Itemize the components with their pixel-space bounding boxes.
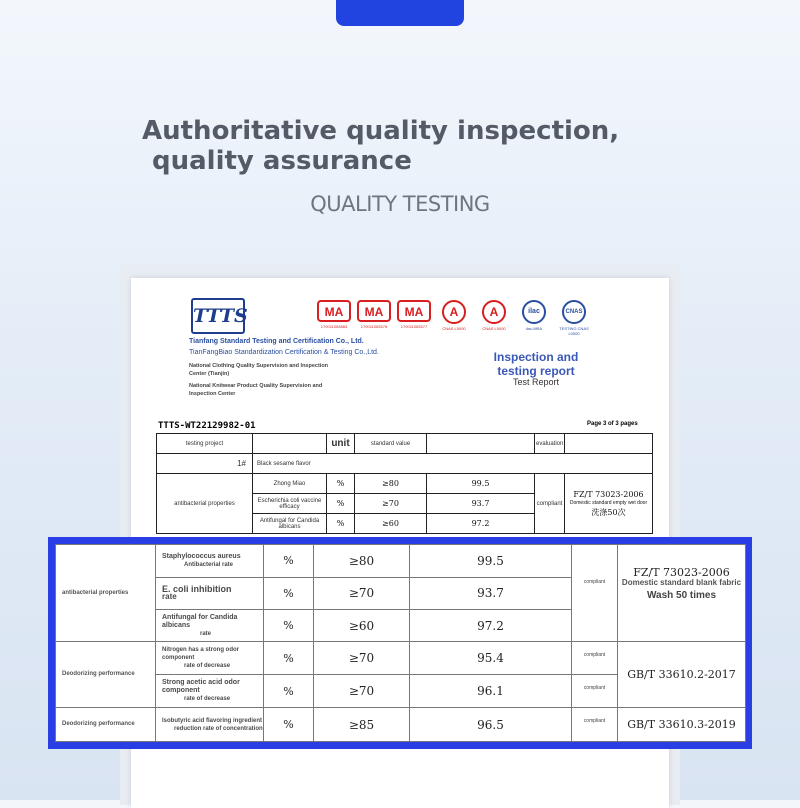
row-standard: ≥70 (355, 494, 427, 514)
row-project: Nitrogen has a strong odor component rate of decrease (156, 642, 264, 675)
report-title-line-2: testing report (497, 364, 575, 378)
report-title (471, 350, 601, 386)
report-number: TTTS-WT22129982-01 (158, 421, 256, 431)
sub-org-2: National Knitwear Product Quality Supervision and Inspection Center (189, 383, 323, 397)
table-row (56, 642, 746, 675)
table-header-row (157, 434, 653, 454)
row-value: 93.7 (427, 494, 535, 514)
org-name-2: TianFangBiao Standardization Certification & Testing Co.,Ltd. (189, 349, 379, 356)
sample-name: Black sesame flavor (253, 454, 653, 474)
evaluation-cell: compliant (535, 474, 565, 534)
row-result: compliant (572, 642, 618, 675)
row-unit: % (327, 494, 355, 514)
row-standard: ≥70 (314, 642, 410, 675)
report-title-line-1: Inspection and (493, 350, 579, 364)
std-wash: Wash 50 times (646, 590, 717, 601)
org-name-1: Tianfang Standard Testing and Certification Co., Ltd. (189, 338, 364, 345)
row-unit: % (264, 642, 314, 675)
top-tab (336, 0, 464, 26)
headline-line-1: Authoritative quality inspection, (142, 116, 620, 146)
row-value: 97.2 (410, 609, 572, 642)
row-standard: ≥70 (314, 577, 410, 609)
cnas-mark: CNAS TESTING CNAS L0000 (556, 300, 592, 336)
row-standard: ≥80 (355, 474, 427, 494)
cma-mark-2: MA 170011083576 (356, 300, 392, 336)
row-unit: % (264, 545, 314, 578)
ilac-mark: ilac ilac-MRA (516, 300, 552, 336)
row-standard: ≥60 (355, 514, 427, 534)
row-result: compliant (572, 708, 618, 742)
report-title-sub: Test Report (512, 377, 560, 387)
category-cell: antibacterial properties (157, 474, 253, 534)
cal-mark-2: A CNAS L0000 (476, 300, 512, 336)
std-code: FZ/T 73023-2006 (633, 566, 730, 579)
header-unit: unit (327, 434, 355, 454)
row-project: Zhong Miao (253, 474, 327, 494)
row-standard: ≥85 (314, 708, 410, 742)
table-row (56, 708, 746, 742)
cma-mark-1: MA 170011083883 (316, 300, 352, 336)
row-unit: % (327, 514, 355, 534)
page-headline (142, 116, 702, 176)
row-value: 93.7 (410, 577, 572, 609)
table-row (56, 545, 746, 578)
std-note: Domestic standard empty wet door (569, 500, 648, 506)
row-result: compliant (572, 545, 618, 642)
row-value: 96.5 (410, 708, 572, 742)
row-value: 97.2 (427, 514, 535, 534)
cal-mark-1: A CNAS L0000 (436, 300, 472, 336)
row-project: Staphylococcus aureus Antibacterial rate (156, 545, 264, 578)
row-standard: ≥60 (314, 609, 410, 642)
row-unit: % (327, 474, 355, 494)
row-value: 96.1 (410, 675, 572, 708)
row-project: Isobutyric acid flavoring ingredient reduction rate of concentration (156, 708, 264, 742)
row-standard: ≥80 (314, 545, 410, 578)
table-row-sample (157, 454, 653, 474)
row-project: Antifungal for Candida albicans (253, 514, 327, 534)
row-unit: % (264, 708, 314, 742)
row-unit: % (264, 675, 314, 708)
row-value: 95.4 (410, 642, 572, 675)
zoomed-results-panel (48, 537, 752, 749)
sub-org-1: National Clothing Quality Supervision and Inspection Center (Tianjin) (189, 363, 329, 377)
category-deodorizing: Deodorizing performance (56, 642, 156, 708)
row-project: Escherichia coli vaccine efficacy (253, 494, 327, 514)
category-antibacterial: antibacterial properties (56, 545, 156, 642)
row-project: Antifungal for Candida albicans rate (156, 609, 264, 642)
report-table (156, 433, 653, 534)
row-project: Strong acetic acid odor component rate of decrease (156, 675, 264, 708)
zoomed-results-table (55, 544, 746, 742)
header-evaluation: evaluation (535, 434, 565, 454)
standard-cell (618, 545, 746, 642)
row-standard: ≥70 (314, 675, 410, 708)
certification-marks (316, 300, 592, 336)
std-code: GB/T 33610.3-2019 (618, 708, 746, 742)
std-code: FZ/T 73023-2006 (573, 490, 644, 499)
sample-number: 1# (157, 454, 253, 474)
cma-mark-3: MA 170011083577 (396, 300, 432, 336)
ttts-logo: TTTS (191, 298, 245, 334)
row-unit: % (264, 609, 314, 642)
std-name: Domestic standard blank fabric (621, 578, 742, 587)
table-row (157, 474, 653, 494)
std-wash: 洗涤50次 (591, 508, 626, 517)
page-info: Page 3 of 3 pages (587, 421, 638, 427)
std-code: GB/T 33610.2-2017 (618, 642, 746, 708)
row-result: compliant (572, 675, 618, 708)
header-project: testing project (157, 434, 253, 454)
row-value: 99.5 (427, 474, 535, 494)
organization-info (189, 338, 379, 398)
row-unit: % (264, 577, 314, 609)
row-value: 99.5 (410, 545, 572, 578)
standard-cell (565, 474, 653, 534)
header-standard: standard value (355, 434, 427, 454)
category-deodorizing: Deodorizing performance (56, 708, 156, 742)
row-project: E. coli inhibition rate (156, 577, 264, 609)
page-subhead: QUALITY TESTING (310, 192, 490, 216)
headline-line-2: quality assurance (152, 146, 412, 176)
